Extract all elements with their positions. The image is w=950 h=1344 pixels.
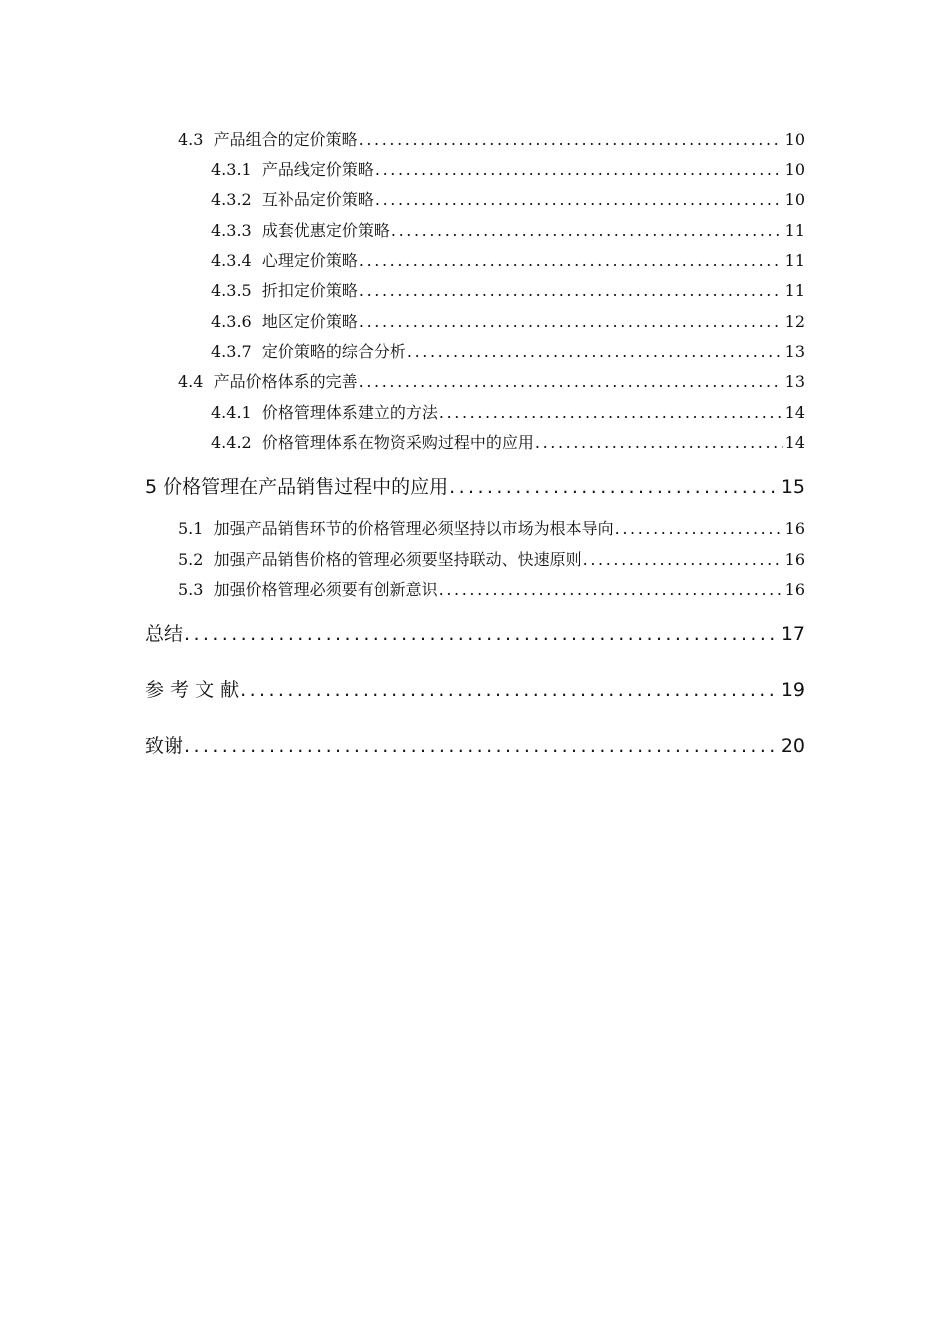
toc-entry-label: 5.3 加强价格管理必须要有创新意识 [178,580,438,599]
toc-entry-label: 4.3.2 互补品定价策略 [211,190,374,209]
toc-dot-leader [183,735,779,757]
toc-chapter-5[interactable] [145,472,805,499]
toc-entry-label: 4.3.3 成套优惠定价策略 [211,221,390,240]
toc-entry-4-3-6[interactable] [211,309,805,332]
toc-entry-4-4-1[interactable] [211,400,805,423]
toc-entry-5-3[interactable] [178,577,805,600]
toc-page-number: 11 [784,251,805,270]
toc-page-number: 16 [784,580,805,599]
toc-dot-leader [358,251,783,270]
toc-entry-label: 4.4.2 价格管理体系在物资采购过程中的应用 [211,433,534,452]
toc-page-number: 11 [784,221,805,240]
toc-entry-label: 4.3.5 折扣定价策略 [211,281,358,300]
toc-dot-leader [183,623,779,645]
toc-chapter-references[interactable] [145,675,805,702]
toc-page-number: 16 [784,519,805,538]
toc-dot-leader [438,580,783,599]
toc-page-number: 12 [784,312,805,331]
toc-page-number: 14 [784,433,805,452]
toc-entry-4-4[interactable] [178,369,805,392]
toc-entry-5-2[interactable] [178,547,805,570]
toc-chapter-summary[interactable] [145,619,805,646]
toc-dot-leader [374,190,783,209]
toc-entry-label: 4.3.1 产品线定价策略 [211,160,374,179]
toc-entry-label: 参 考 文 献 [145,679,240,701]
toc-dot-leader [358,312,783,331]
toc-entry-5-1[interactable] [178,516,805,539]
toc-entry-4-4-2[interactable] [211,430,805,453]
toc-dot-leader [614,519,783,538]
toc-dot-leader [534,433,783,452]
toc-entry-label: 总结 [145,623,184,645]
toc-dot-leader [374,160,783,179]
toc-entry-4-3-2[interactable] [211,187,805,210]
toc-entry-label: 4.4.1 价格管理体系建立的方法 [211,403,438,422]
toc-page-number: 19 [780,679,805,701]
toc-entry-4-3-3[interactable] [211,218,805,241]
toc-entry-4-3-7[interactable] [211,339,805,362]
toc-dot-leader [406,342,783,361]
toc-page-number: 13 [784,342,805,361]
toc-entry-4-3-1[interactable] [211,157,805,180]
toc-entry-label: 4.3.7 定价策略的综合分析 [211,342,406,361]
toc-dot-leader [358,130,783,149]
toc-page-number: 10 [784,190,805,209]
toc-dot-leader [239,679,779,701]
toc-chapter-acknowledgements[interactable] [145,731,805,758]
toc-entry-4-3-4[interactable] [211,248,805,271]
toc-dot-leader [582,550,783,569]
toc-page-number: 10 [784,130,805,149]
toc-entry-label: 4.4 产品价格体系的完善 [178,372,358,391]
toc-entry-label: 4.3.4 心理定价策略 [211,251,358,270]
toc-dot-leader [448,476,779,498]
toc-page-number: 17 [780,623,805,645]
toc-page-number: 11 [784,281,805,300]
toc-page-number: 14 [784,403,805,422]
toc-entry-label: 4.3 产品组合的定价策略 [178,130,358,149]
toc-dot-leader [358,281,783,300]
toc-page-number: 20 [780,735,805,757]
toc-page-number: 16 [784,550,805,569]
toc-dot-leader [390,221,783,240]
toc-entry-label: 5.1 加强产品销售环节的价格管理必须坚持以市场为根本导向 [178,519,614,538]
toc-page-number: 13 [784,372,805,391]
toc-entry-label: 5.2 加强产品销售价格的管理必须要坚持联动、快速原则 [178,550,582,569]
toc-page-number: 15 [780,476,805,498]
toc-dot-leader [438,403,783,422]
toc-entry-4-3-5[interactable] [211,278,805,301]
toc-entry-label: 致谢 [145,735,184,757]
toc-entry-label: 4.3.6 地区定价策略 [211,312,358,331]
toc-dot-leader [358,372,783,391]
toc-entry-label: 5 价格管理在产品销售过程中的应用 [145,476,449,498]
toc-page-number: 10 [784,160,805,179]
toc-entry-4-3[interactable] [178,127,805,150]
